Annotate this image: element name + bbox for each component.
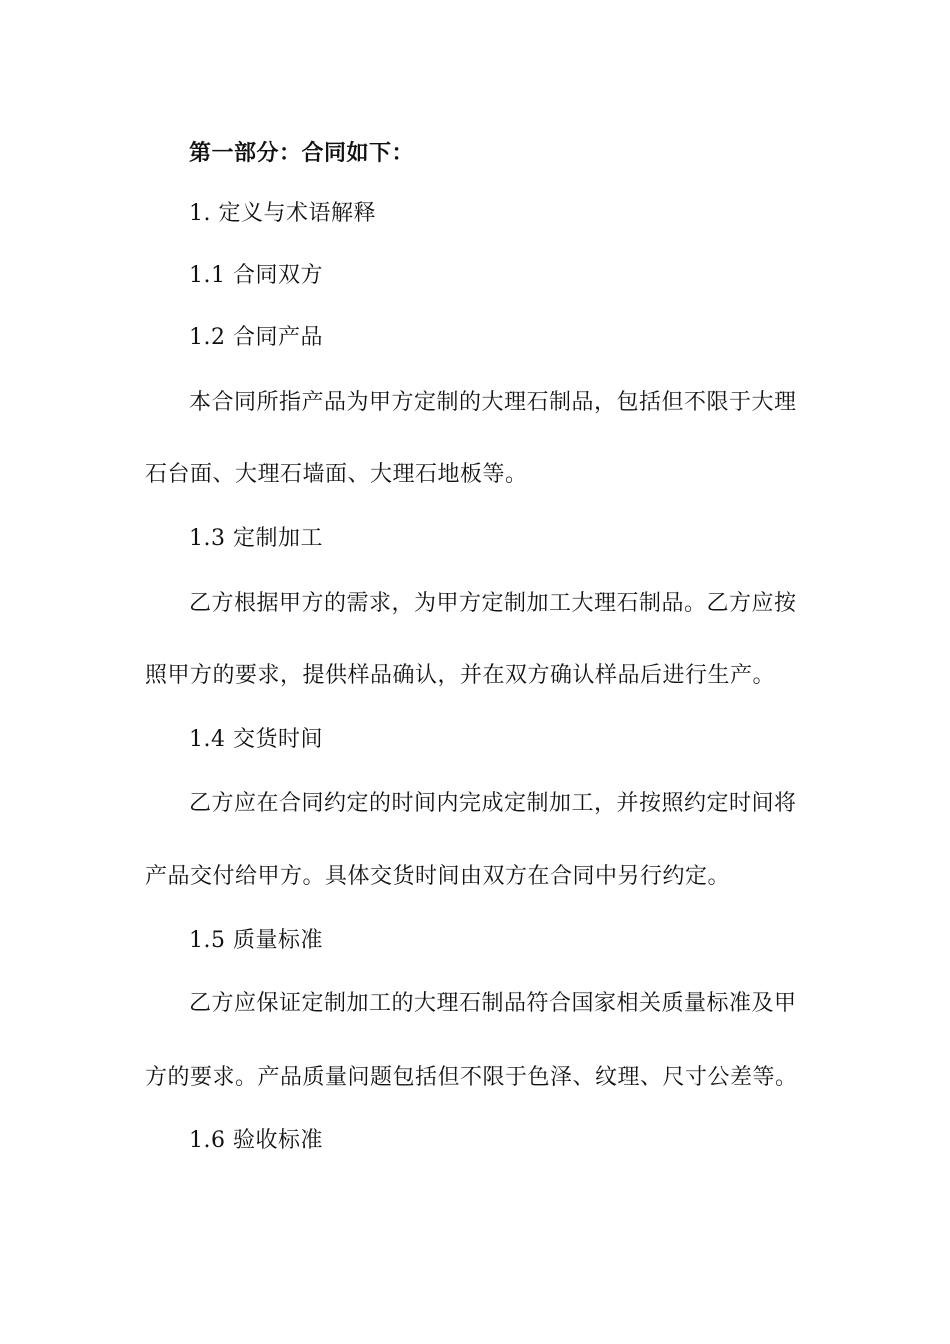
paragraph-1-5-line-1: 乙方应保证定制加工的大理石制品符合国家相关质量标准及甲 xyxy=(189,991,797,1016)
paragraph-1-3-line-1: 乙方根据甲方的需求，为甲方定制加工大理石制品。乙方应按 xyxy=(189,591,797,616)
heading-1-6: 1.6 验收标准 xyxy=(189,1128,323,1153)
heading-1: 1. 定义与术语解释 xyxy=(189,201,376,226)
heading-1-1: 1.1 合同双方 xyxy=(189,263,323,288)
heading-1-2: 1.2 合同产品 xyxy=(189,325,323,350)
paragraph-1-3-line-2: 照甲方的要求，提供样品确认，并在双方确认样品后进行生产。 xyxy=(145,663,776,688)
paragraph-1-2-line-2: 石台面、大理石墙面、大理石地板等。 xyxy=(145,462,528,487)
paragraph-1-4-line-2: 产品交付给甲方。具体交货时间由双方在合同中另行约定。 xyxy=(145,864,731,889)
paragraph-1-5-line-2: 方的要求。产品质量问题包括但不限于色泽、纹理、尺寸公差等。 xyxy=(145,1065,798,1090)
paragraph-1-2-line-1: 本合同所指产品为甲方定制的大理石制品，包括但不限于大理 xyxy=(189,390,797,415)
section-title: 第一部分：合同如下： xyxy=(189,140,415,166)
paragraph-1-4-line-1: 乙方应在合同约定的时间内完成定制加工，并按照约定时间将 xyxy=(189,791,797,816)
heading-1-4: 1.4 交货时间 xyxy=(189,727,323,752)
heading-1-5: 1.5 质量标准 xyxy=(189,928,323,953)
heading-1-3: 1.3 定制加工 xyxy=(189,526,323,551)
